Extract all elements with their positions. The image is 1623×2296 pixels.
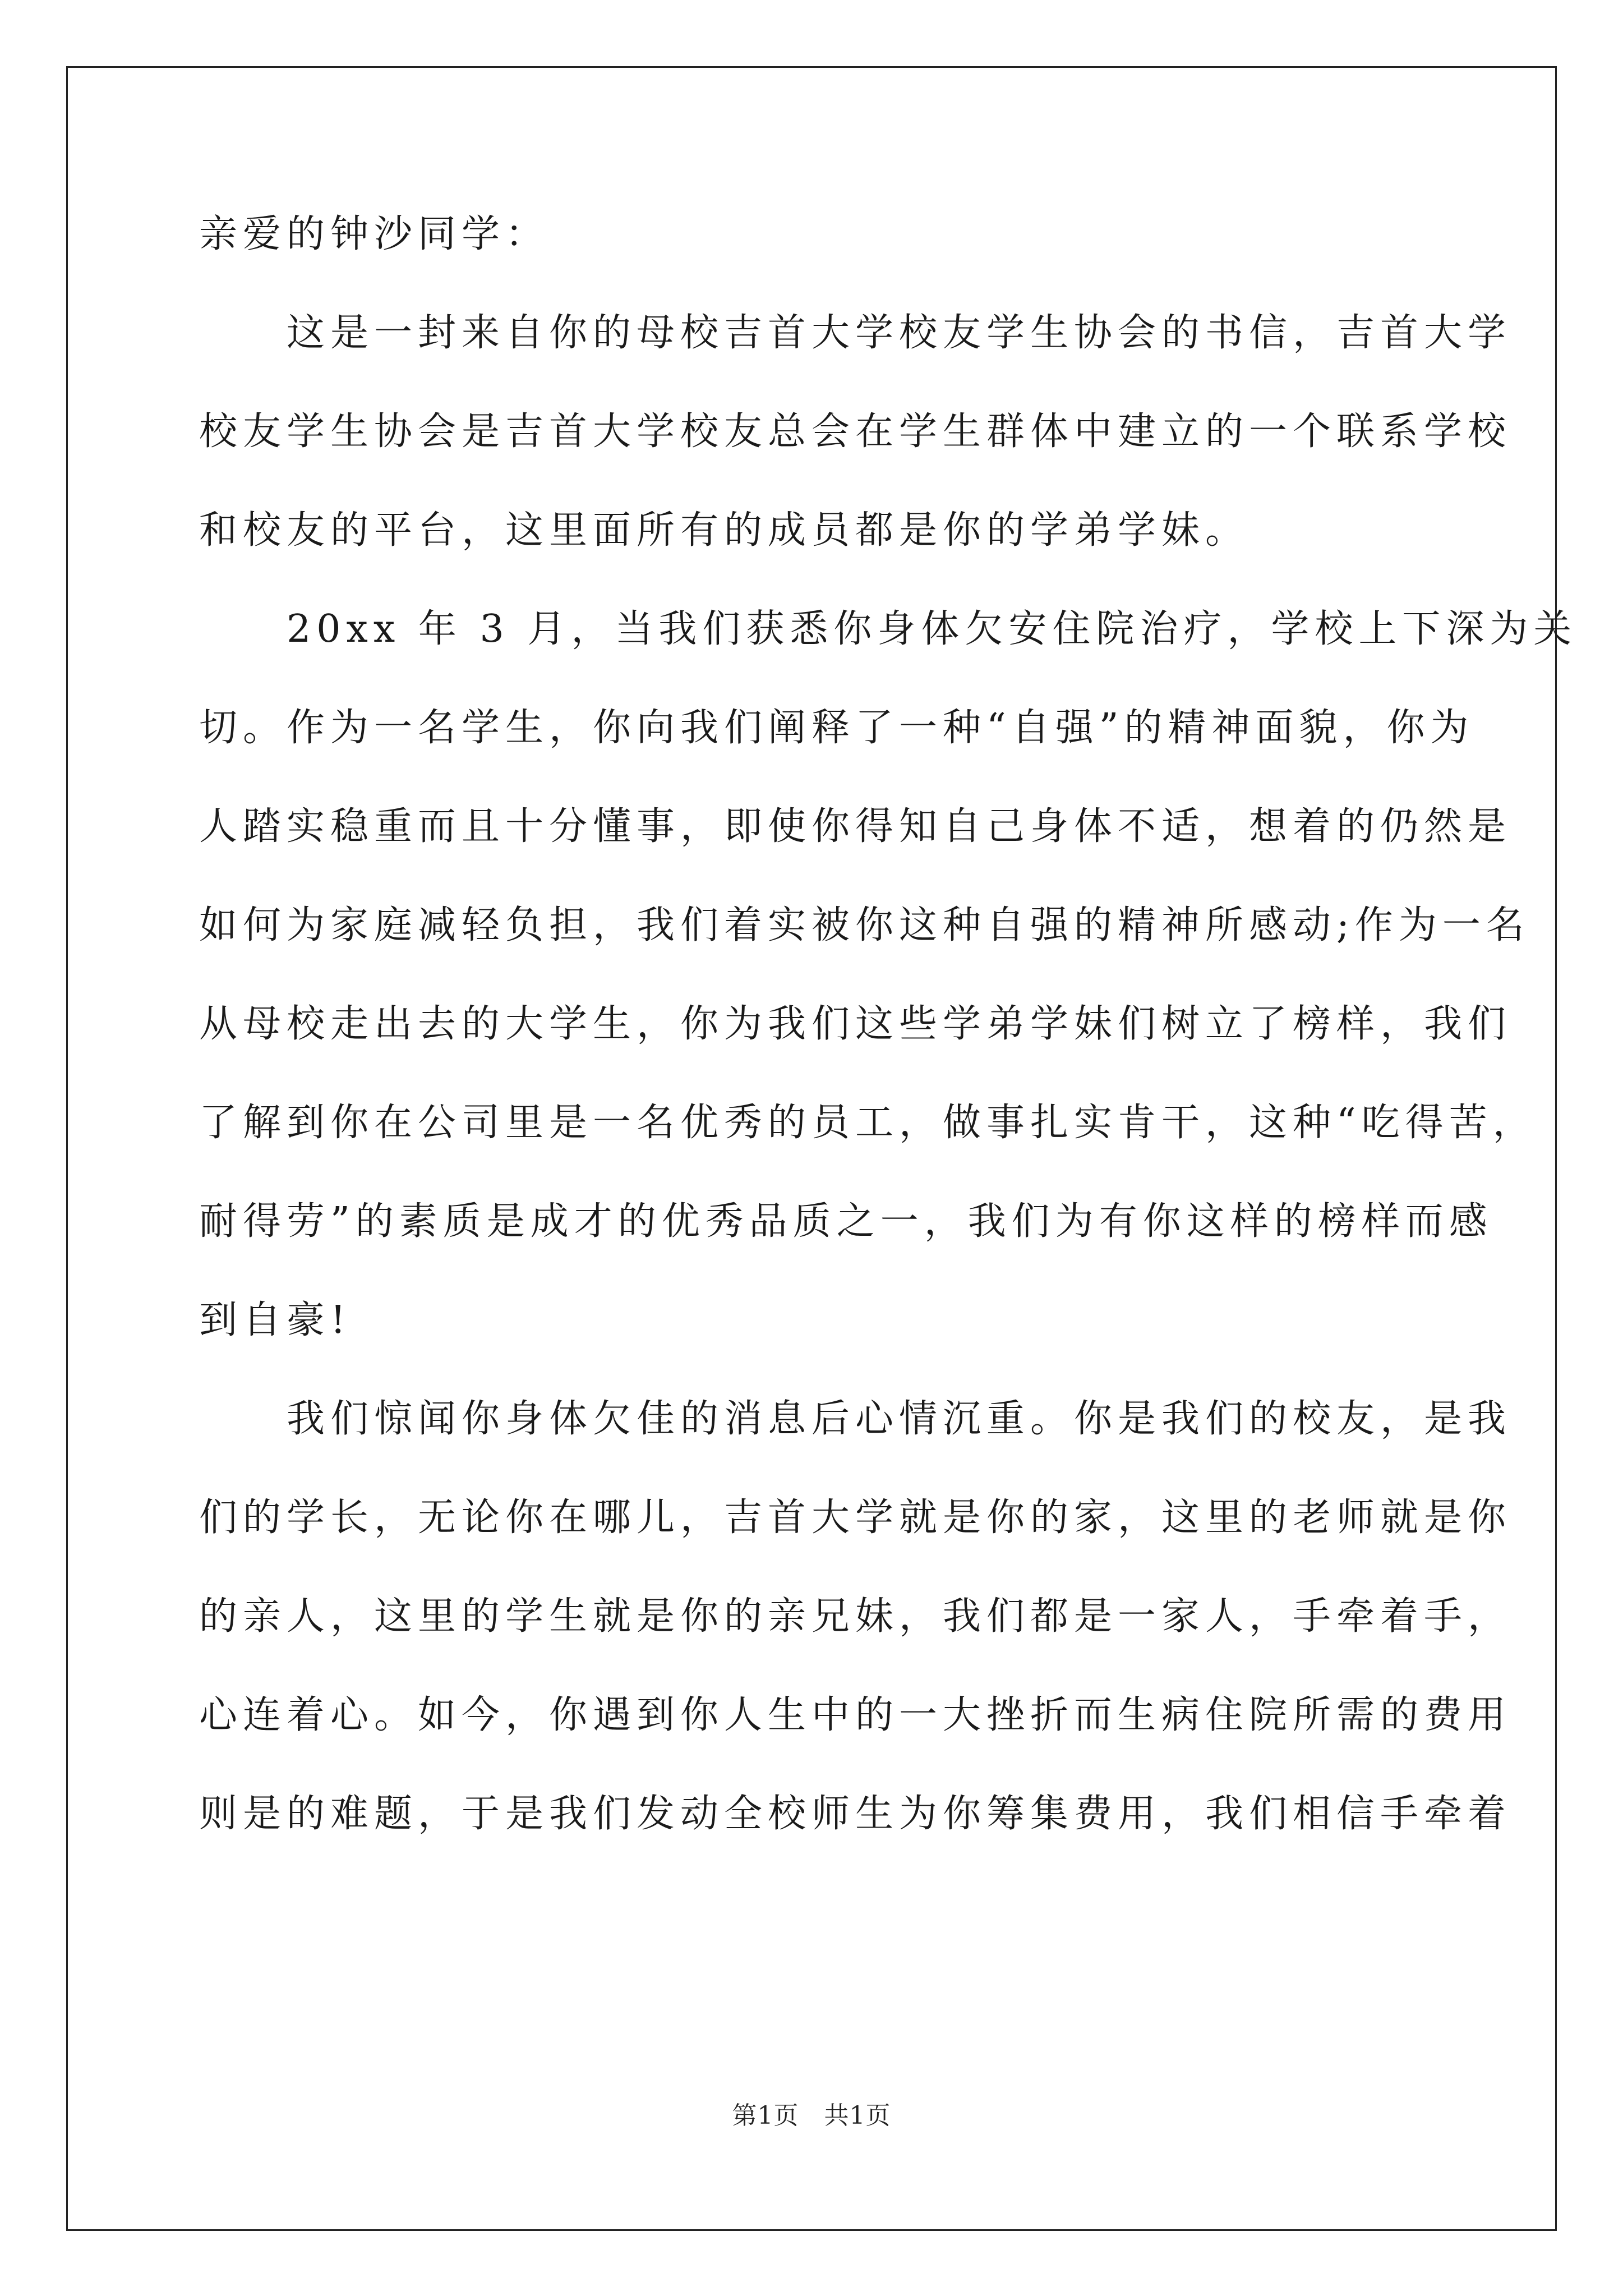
text-line: 人踏实稳重而且十分懂事，即使你得知自己身体不适，想着的仍然是 xyxy=(199,804,1512,849)
text-line: 了解到你在公司里是一名优秀的员工，做事扎实肯干，这种“吃得苦， xyxy=(199,1101,1537,1145)
text-line: 从母校走出去的大学生，你为我们这些学弟学妹们树立了榜样，我们 xyxy=(199,1002,1512,1046)
text-line: 我们惊闻你身体欠佳的消息后心情沉重。你是我们的校友，是我 xyxy=(199,1397,1512,1441)
text-line: 如何为家庭减轻负担，我们着实被你这种自强的精神所感动;作为一名 xyxy=(199,903,1530,947)
text-line: 则是的难题，于是我们发动全校师生为你筹集费用，我们相信手牵着 xyxy=(199,1792,1512,1836)
text-line: 切。作为一名学生，你向我们阐释了一种“自强”的精神面貌，你为 xyxy=(199,706,1474,750)
text-line: 亲爱的钟沙同学： xyxy=(199,212,550,256)
text-line: 耐得劳”的素质是成才的优秀品质之一，我们为有你这样的榜样而感 xyxy=(199,1199,1493,1244)
text-line: 这是一封来自你的母校吉首大学校友学生协会的书信，吉首大学 xyxy=(199,311,1512,355)
text-line: 到自豪! xyxy=(199,1298,352,1342)
text-line: 的亲人，这里的学生就是你的亲兄妹，我们都是一家人，手牵着手， xyxy=(199,1594,1512,1639)
text-line: 和校友的平台，这里面所有的成员都是你的学弟学妹。 xyxy=(199,508,1249,553)
text-line: 20xx 年 3 月，当我们获悉你身体欠安住院治疗，学校上下深为关 xyxy=(199,607,1578,651)
page-border xyxy=(66,66,1557,2231)
text-line: 校友学生协会是吉首大学校友总会在学生群体中建立的一个联系学校 xyxy=(199,409,1512,454)
page-number-footer: 第1页 共1页 xyxy=(732,2101,891,2130)
text-line: 心连着心。如今，你遇到你人生中的一大挫折而生病住院所需的费用 xyxy=(199,1693,1512,1737)
text-line: 们的学长，无论你在哪儿，吉首大学就是你的家，这里的老师就是你 xyxy=(199,1496,1512,1540)
